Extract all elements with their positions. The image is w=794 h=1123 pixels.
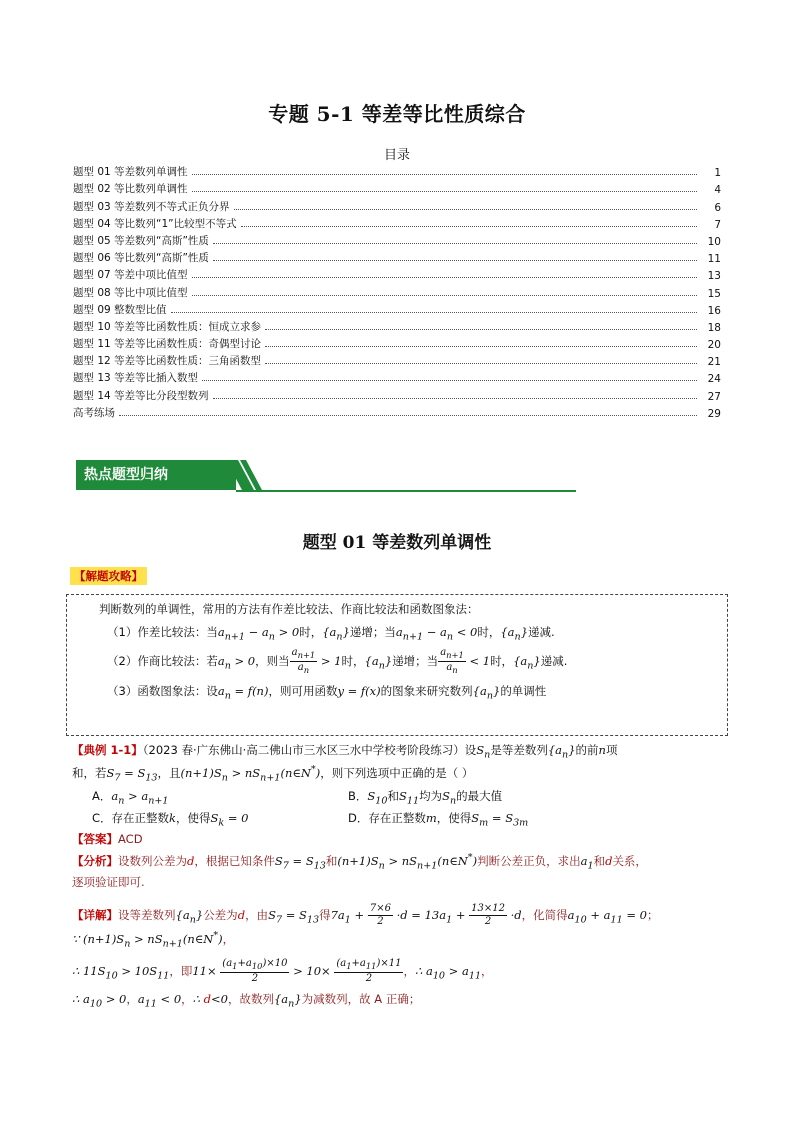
text: ， xyxy=(481,964,493,978)
detail-tag: 【详解】 xyxy=(72,908,118,922)
math: $\frac{7\times 6}{2}$ xyxy=(369,903,391,927)
math: k xyxy=(169,811,176,825)
toc-entry-page: 7 xyxy=(714,218,721,231)
strategy-method-3 xyxy=(107,683,546,701)
answer-line xyxy=(72,831,143,847)
section-title: 题型 01 等差数列单调性 xyxy=(302,533,492,553)
toc-leader-dots xyxy=(265,363,697,364)
math: ∴ d<0 xyxy=(192,992,228,1006)
toc-entry-label: 题型 11 等差等比函数性质：奇偶型讨论 xyxy=(73,338,262,351)
analysis-line-2: 逐项验证即可. xyxy=(72,875,145,889)
answer-tag: 【答案】 xyxy=(72,832,118,846)
example-tag: 【典例 1-1】 xyxy=(72,743,143,757)
toc-entry-page: 16 xyxy=(707,304,721,317)
math: $\{a_n\}$ xyxy=(273,992,302,1010)
text: 判断公差正负，求出 xyxy=(477,853,581,868)
toc-entry[interactable] xyxy=(73,231,721,248)
option-c xyxy=(92,810,248,828)
math: d xyxy=(237,908,246,922)
math: $\frac{a_{n+1}}{a_n}$ xyxy=(291,647,316,675)
math: $S_{11}$ xyxy=(398,789,420,807)
toc-entry[interactable] xyxy=(73,282,721,299)
text: 和 xyxy=(325,853,338,868)
toc-entry-label: 题型 14 等差等比分段型数列 xyxy=(73,389,209,402)
math: $S_7 = S_{13}$ xyxy=(274,853,326,872)
text: 得 xyxy=(319,908,331,922)
math: $a_{10} + a_{11} = 0$ xyxy=(567,908,647,926)
text: 和 xyxy=(593,853,606,868)
text: ，则当 xyxy=(255,654,290,668)
math: $S_7 = S_{13}$ xyxy=(106,765,158,784)
math: $\frac{(a_1+a_{10})\times 10}{2}$ xyxy=(222,958,288,984)
text: 关系， xyxy=(612,853,647,868)
option-b xyxy=(348,788,502,806)
toc-entry-page: 1 xyxy=(714,167,721,180)
math: < 1 xyxy=(465,654,491,668)
toc-entry-page: 11 xyxy=(707,253,721,266)
text: 为减数列，故 A 正确； xyxy=(301,992,421,1006)
toc-heading: 目录 xyxy=(383,148,410,163)
math: $a_{n+1} - a_n < 0$ xyxy=(395,625,478,643)
detail-line-4 xyxy=(72,991,420,1009)
option-a xyxy=(92,788,169,806)
text: ， xyxy=(181,992,193,1006)
toc-entry-label: 题型 08 等比中项比值型 xyxy=(73,286,188,299)
table-of-contents xyxy=(73,162,721,420)
text: 设等差数列 xyxy=(118,908,176,922)
text: 时， xyxy=(490,654,514,668)
math: ·d xyxy=(506,908,522,922)
strategy-tag: 【解题攻略】 xyxy=(70,567,147,585)
toc-entry-page: 24 xyxy=(707,373,721,386)
answer-value: ACD xyxy=(118,832,143,846)
toc-leader-dots xyxy=(265,346,697,347)
text: 项 xyxy=(605,743,618,757)
text: 时， xyxy=(299,625,323,639)
toc-entry-label: 题型 07 等差中项比值型 xyxy=(73,269,188,282)
toc-leader-dots xyxy=(213,243,697,244)
text: ，且 xyxy=(157,765,181,780)
toc-entry[interactable] xyxy=(73,196,721,213)
math: ∴ $a_{10} > 0$ xyxy=(72,992,127,1010)
math: ∴ $11S_{10} > 10S_{11}$ xyxy=(72,964,170,982)
text: ，故数列 xyxy=(227,992,274,1006)
text: 均为 xyxy=(419,789,443,803)
toc-entry-page: 18 xyxy=(707,321,721,334)
math: $\{a_n\}$ xyxy=(472,684,501,702)
toc-leader-dots xyxy=(171,312,697,313)
text: ，则可用函数 xyxy=(268,684,338,698)
toc-entry-label: 题型 03 等差数列不等式正负分界 xyxy=(73,200,230,213)
banner-stripes-icon xyxy=(226,460,266,492)
toc-entry-page: 13 xyxy=(707,270,721,283)
math: $S_n$ xyxy=(476,743,491,761)
toc-entry-label: 题型 13 等差等比插入数型 xyxy=(73,372,199,385)
math: d xyxy=(187,853,195,868)
text: 递增；当 xyxy=(349,625,396,639)
math: ∴ $a_{10} > a_{11}$ xyxy=(414,964,482,982)
toc-leader-dots xyxy=(119,415,697,416)
math: n xyxy=(598,743,606,757)
text: 递增；当 xyxy=(392,654,439,668)
text: （3）函数图象法：设 xyxy=(107,684,218,698)
strategy-method-1 xyxy=(107,624,555,642)
toc-entry-label: 题型 12 等差等比函数性质：三角函数型 xyxy=(73,355,262,368)
hot-topics-banner xyxy=(76,460,576,492)
text: D．存在正整数 xyxy=(348,811,426,825)
text: B． xyxy=(348,789,368,803)
toc-entry-page: 27 xyxy=(707,390,721,403)
math: y = f(x) xyxy=(337,684,381,698)
math: $\frac{a_{n+1}}{a_n}$ xyxy=(440,647,464,675)
detail-line-2 xyxy=(72,930,234,949)
math: $S_n$ xyxy=(442,789,457,807)
math: $S_7 = S_{13}$ xyxy=(268,908,320,926)
math: $\frac{13\times 12}{2}$ xyxy=(471,903,505,927)
text: ； xyxy=(646,908,659,922)
toc-leader-dots xyxy=(192,174,697,175)
math: $a_n = f(n)$ xyxy=(217,684,269,702)
document-title: 专题 5-1 等差等比性质综合 xyxy=(268,102,526,126)
toc-entry[interactable] xyxy=(73,351,721,368)
toc-entry-label: 题型 05 等差数列“高斯”性质 xyxy=(73,234,209,247)
text: ，则下列选项中正确的是（ ） xyxy=(320,765,474,780)
text: 时， xyxy=(341,654,365,668)
toc-entry[interactable] xyxy=(73,300,721,317)
text: ，使得 xyxy=(436,811,472,825)
text: ，即 xyxy=(169,964,193,978)
math: m xyxy=(425,811,437,825)
text: ， xyxy=(126,992,138,1006)
strategy-intro: 判断数列的单调性，常用的方法有作差比较法、作商比较法和函数图象法： xyxy=(99,602,479,616)
math: > 1 xyxy=(317,654,342,668)
detail-line-1 xyxy=(72,903,658,928)
text: （1）作差比较法：当 xyxy=(107,625,218,639)
math: $a_{11} < 0$ xyxy=(137,992,182,1010)
math: $a_1$ xyxy=(580,853,594,872)
toc-entry[interactable] xyxy=(73,317,721,334)
math: $S_m = S_{3m}$ xyxy=(471,811,529,829)
toc-entry-page: 15 xyxy=(707,287,721,300)
text: 的前 xyxy=(575,743,599,757)
text: 时， xyxy=(477,625,501,639)
text: 公差为 xyxy=(203,908,238,922)
toc-entry-label: 题型 10 等差等比函数性质：恒成立求参 xyxy=(73,320,262,333)
banner-underline xyxy=(236,490,576,492)
toc-entry-label: 题型 02 等比数列单调性 xyxy=(73,183,188,196)
toc-entry-label: 题型 04 等比数列“1”比较型不等式 xyxy=(73,217,237,230)
toc-leader-dots xyxy=(265,329,697,330)
toc-entry-page: 20 xyxy=(707,339,721,352)
toc-entry[interactable] xyxy=(73,334,721,351)
text: 的单调性 xyxy=(500,684,547,698)
math: $(n+1)S_n$ > $nS_{n+1}(n\in N^*)$ xyxy=(337,852,478,872)
text: ，使得 xyxy=(176,811,211,825)
strategy-box xyxy=(66,594,728,736)
text: ， xyxy=(403,964,415,978)
text: 递减. xyxy=(528,625,555,639)
toc-entry[interactable] xyxy=(73,403,721,420)
banner-label: 热点题型归纳 xyxy=(76,460,236,490)
toc-leader-dots xyxy=(202,380,697,381)
toc-leader-dots xyxy=(192,277,697,278)
toc-entry[interactable] xyxy=(73,179,721,196)
math: $(n+1)S_n$ > $nS_{n+1}(n\in N^*)$ xyxy=(180,764,321,784)
math: $a_{n+1} - a_n > 0$ xyxy=(217,625,300,643)
math: > 10× xyxy=(289,964,335,978)
math: $S_{10}$ xyxy=(367,789,388,807)
math: $7a_1$ + xyxy=(330,908,368,926)
toc-entry-label: 题型 01 等差数列单调性 xyxy=(73,166,188,179)
text: 递减. xyxy=(540,654,568,668)
toc-entry-page: 6 xyxy=(714,201,721,214)
toc-entry-page: 10 xyxy=(707,235,721,248)
text: 的图象来研究数列 xyxy=(380,684,473,698)
example-line-2 xyxy=(72,764,473,783)
toc-entry-label: 高考练场 xyxy=(73,406,115,419)
math: $\{a_n\}$ xyxy=(547,743,576,761)
math: $S_k = 0$ xyxy=(210,811,249,829)
math: $\{a_n\}$ xyxy=(500,625,529,643)
analysis-line-1 xyxy=(72,852,647,871)
toc-entry[interactable] xyxy=(73,368,721,385)
strategy-method-2 xyxy=(107,647,567,676)
toc-leader-dots xyxy=(192,295,697,296)
option-d xyxy=(348,810,528,828)
toc-entry[interactable] xyxy=(73,248,721,265)
detail-line-3 xyxy=(72,958,493,985)
toc-entry[interactable] xyxy=(73,385,721,402)
text: 的最大值 xyxy=(456,789,503,803)
math: $a_n > 0$ xyxy=(217,654,256,672)
analysis-tag: 【分析】 xyxy=(72,853,118,868)
math: d xyxy=(605,853,613,868)
text: （2）作商比较法：若 xyxy=(107,654,218,668)
toc-entry-page: 29 xyxy=(707,407,721,420)
math: $\{a_n\}$ xyxy=(513,654,541,672)
math: $\cdot d = 13a_1$ + xyxy=(392,908,470,926)
toc-entry-page: 4 xyxy=(714,184,721,197)
text: ，由 xyxy=(245,908,269,922)
math: $\{a_n\}$ xyxy=(322,625,350,643)
text: C．存在正整数 xyxy=(92,811,170,825)
example-line-1 xyxy=(72,742,617,760)
toc-leader-dots xyxy=(241,226,697,227)
text: （2023 春·广东佛山·高二佛山市三水区三水中学校考阶段练习）设 xyxy=(142,743,477,757)
toc-entry-page: 21 xyxy=(707,356,721,369)
text: 是等差数列 xyxy=(490,743,548,757)
text: 和 xyxy=(387,789,399,803)
toc-entry[interactable] xyxy=(73,162,721,179)
math: 11× xyxy=(192,964,221,978)
math: $\{a_n\}$ xyxy=(175,908,204,926)
text: 和，若 xyxy=(72,765,107,780)
text: 设数列公差为 xyxy=(118,853,187,868)
text: ，化简得 xyxy=(521,908,568,922)
text: ， xyxy=(222,931,235,946)
toc-leader-dots xyxy=(213,398,697,399)
math: $\frac{(a_1+a_{11})\times 11}{2}$ xyxy=(336,958,402,984)
toc-entry-label: 题型 09 整数型比值 xyxy=(73,303,167,316)
text: A． xyxy=(92,789,112,803)
toc-entry[interactable] xyxy=(73,265,721,282)
toc-leader-dots xyxy=(213,260,697,261)
toc-leader-dots xyxy=(234,209,697,210)
text: ，根据已知条件 xyxy=(194,853,275,868)
toc-entry[interactable] xyxy=(73,214,721,231)
math: $a_n > a_{n+1}$ xyxy=(111,789,169,807)
toc-leader-dots xyxy=(192,191,697,192)
math: $\{a_n\}$ xyxy=(364,654,393,672)
math: ∵ $(n+1)S_n$ > $nS_{n+1}(n\in N^*)$ xyxy=(72,930,223,950)
toc-entry-label: 题型 06 等比数列“高斯”性质 xyxy=(73,252,209,265)
